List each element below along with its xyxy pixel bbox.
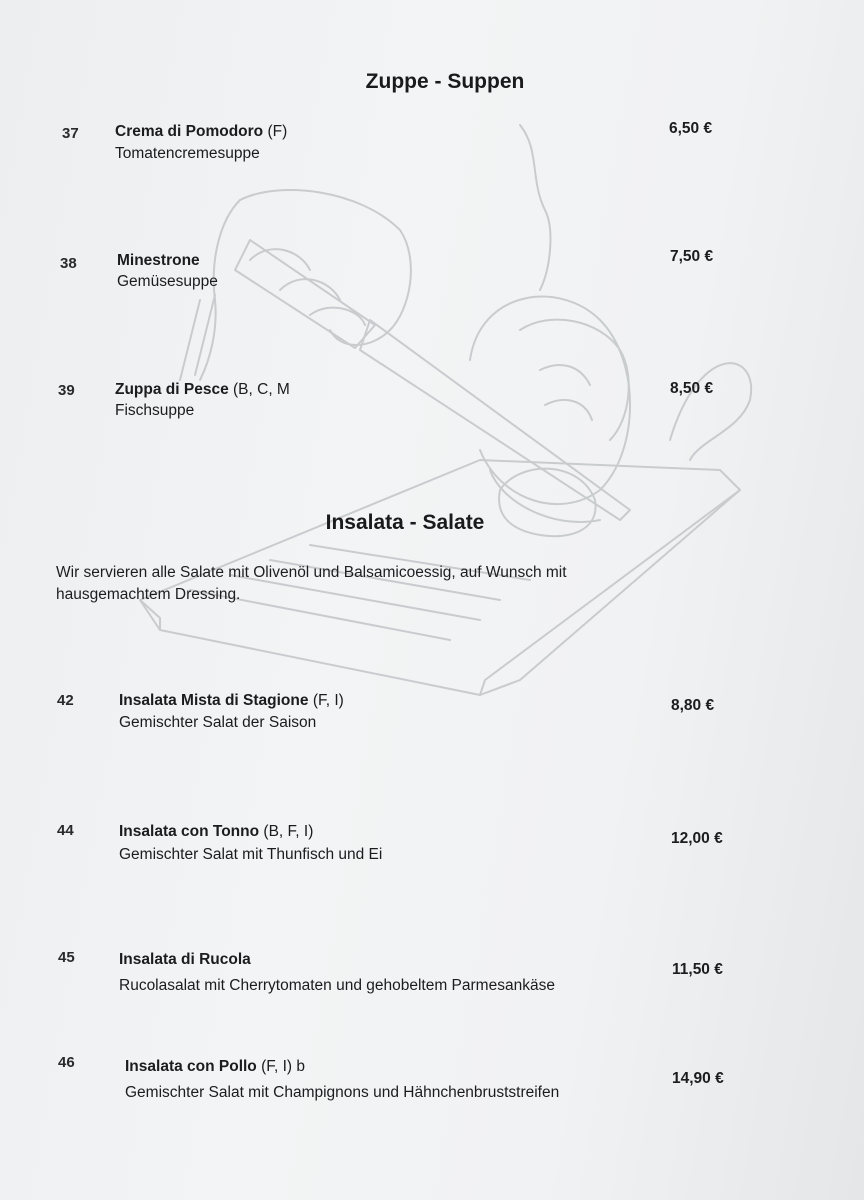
item-price: 7,50 € <box>670 248 714 265</box>
item-name: Insalata con Tonno <box>119 823 260 840</box>
item-description: Gemüsesuppe <box>117 273 218 290</box>
item-title <box>125 1058 305 1076</box>
item-description: Fischsuppe <box>115 402 195 419</box>
item-name: Insalata Mista di Stagione <box>119 692 309 709</box>
item-title <box>117 252 200 270</box>
item-description: Gemischter Salat mit Champignons und Hähnchenbruststreifen <box>125 1084 560 1101</box>
item-description: Tomatencremesuppe <box>115 145 260 162</box>
soups-section-title: Zuppe - Suppen <box>365 70 525 93</box>
item-name: Minestrone <box>117 252 200 269</box>
item-price: 6,50 € <box>669 120 713 137</box>
menu-item <box>0 690 864 750</box>
item-number: 45 <box>58 949 75 966</box>
item-allergens: (F, I) b <box>261 1058 306 1075</box>
item-title <box>119 951 251 969</box>
item-number: 44 <box>57 822 74 839</box>
item-number: 42 <box>57 692 74 709</box>
salads-section-title: Insalata - Salate <box>325 511 485 534</box>
item-name: Insalata con Pollo <box>125 1058 257 1075</box>
menu-item <box>0 1053 864 1113</box>
item-number: 46 <box>58 1054 75 1071</box>
item-description: Gemischter Salat mit Thunfisch und Ei <box>119 846 383 863</box>
item-name: Zuppa di Pesce <box>115 381 229 398</box>
item-title <box>115 381 290 399</box>
item-allergens: (F, I) <box>312 692 344 709</box>
item-name: Insalata di Rucola <box>119 951 251 968</box>
item-description: Rucolasalat mit Cherrytomaten und gehobeltem Parmesankäse <box>119 977 555 994</box>
item-title <box>119 823 313 841</box>
salads-intro-text: Wir servieren alle Salate mit Olivenöl und Balsamicoessig, auf Wunsch mit hausgemachtem Dressing. <box>56 564 567 603</box>
menu-item <box>0 120 864 180</box>
item-price: 12,00 € <box>671 830 723 847</box>
item-name: Crema di Pomodoro <box>115 123 264 140</box>
menu-item <box>0 250 864 310</box>
item-number: 38 <box>60 255 77 272</box>
menu-item <box>0 948 864 1008</box>
item-title <box>115 123 287 141</box>
item-title <box>119 692 344 710</box>
item-number: 39 <box>58 382 75 399</box>
item-allergens: (B, F, I) <box>263 823 314 840</box>
item-price: 8,50 € <box>670 380 714 397</box>
item-allergens: (B, C, M <box>233 381 290 398</box>
menu-item <box>0 380 864 440</box>
item-price: 11,50 € <box>672 961 723 978</box>
item-price: 8,80 € <box>671 697 715 714</box>
item-description: Gemischter Salat der Saison <box>119 714 317 731</box>
item-price: 14,90 € <box>672 1070 724 1087</box>
item-number: 37 <box>62 125 79 142</box>
item-allergens: (F) <box>267 123 288 140</box>
menu-item <box>0 820 864 880</box>
